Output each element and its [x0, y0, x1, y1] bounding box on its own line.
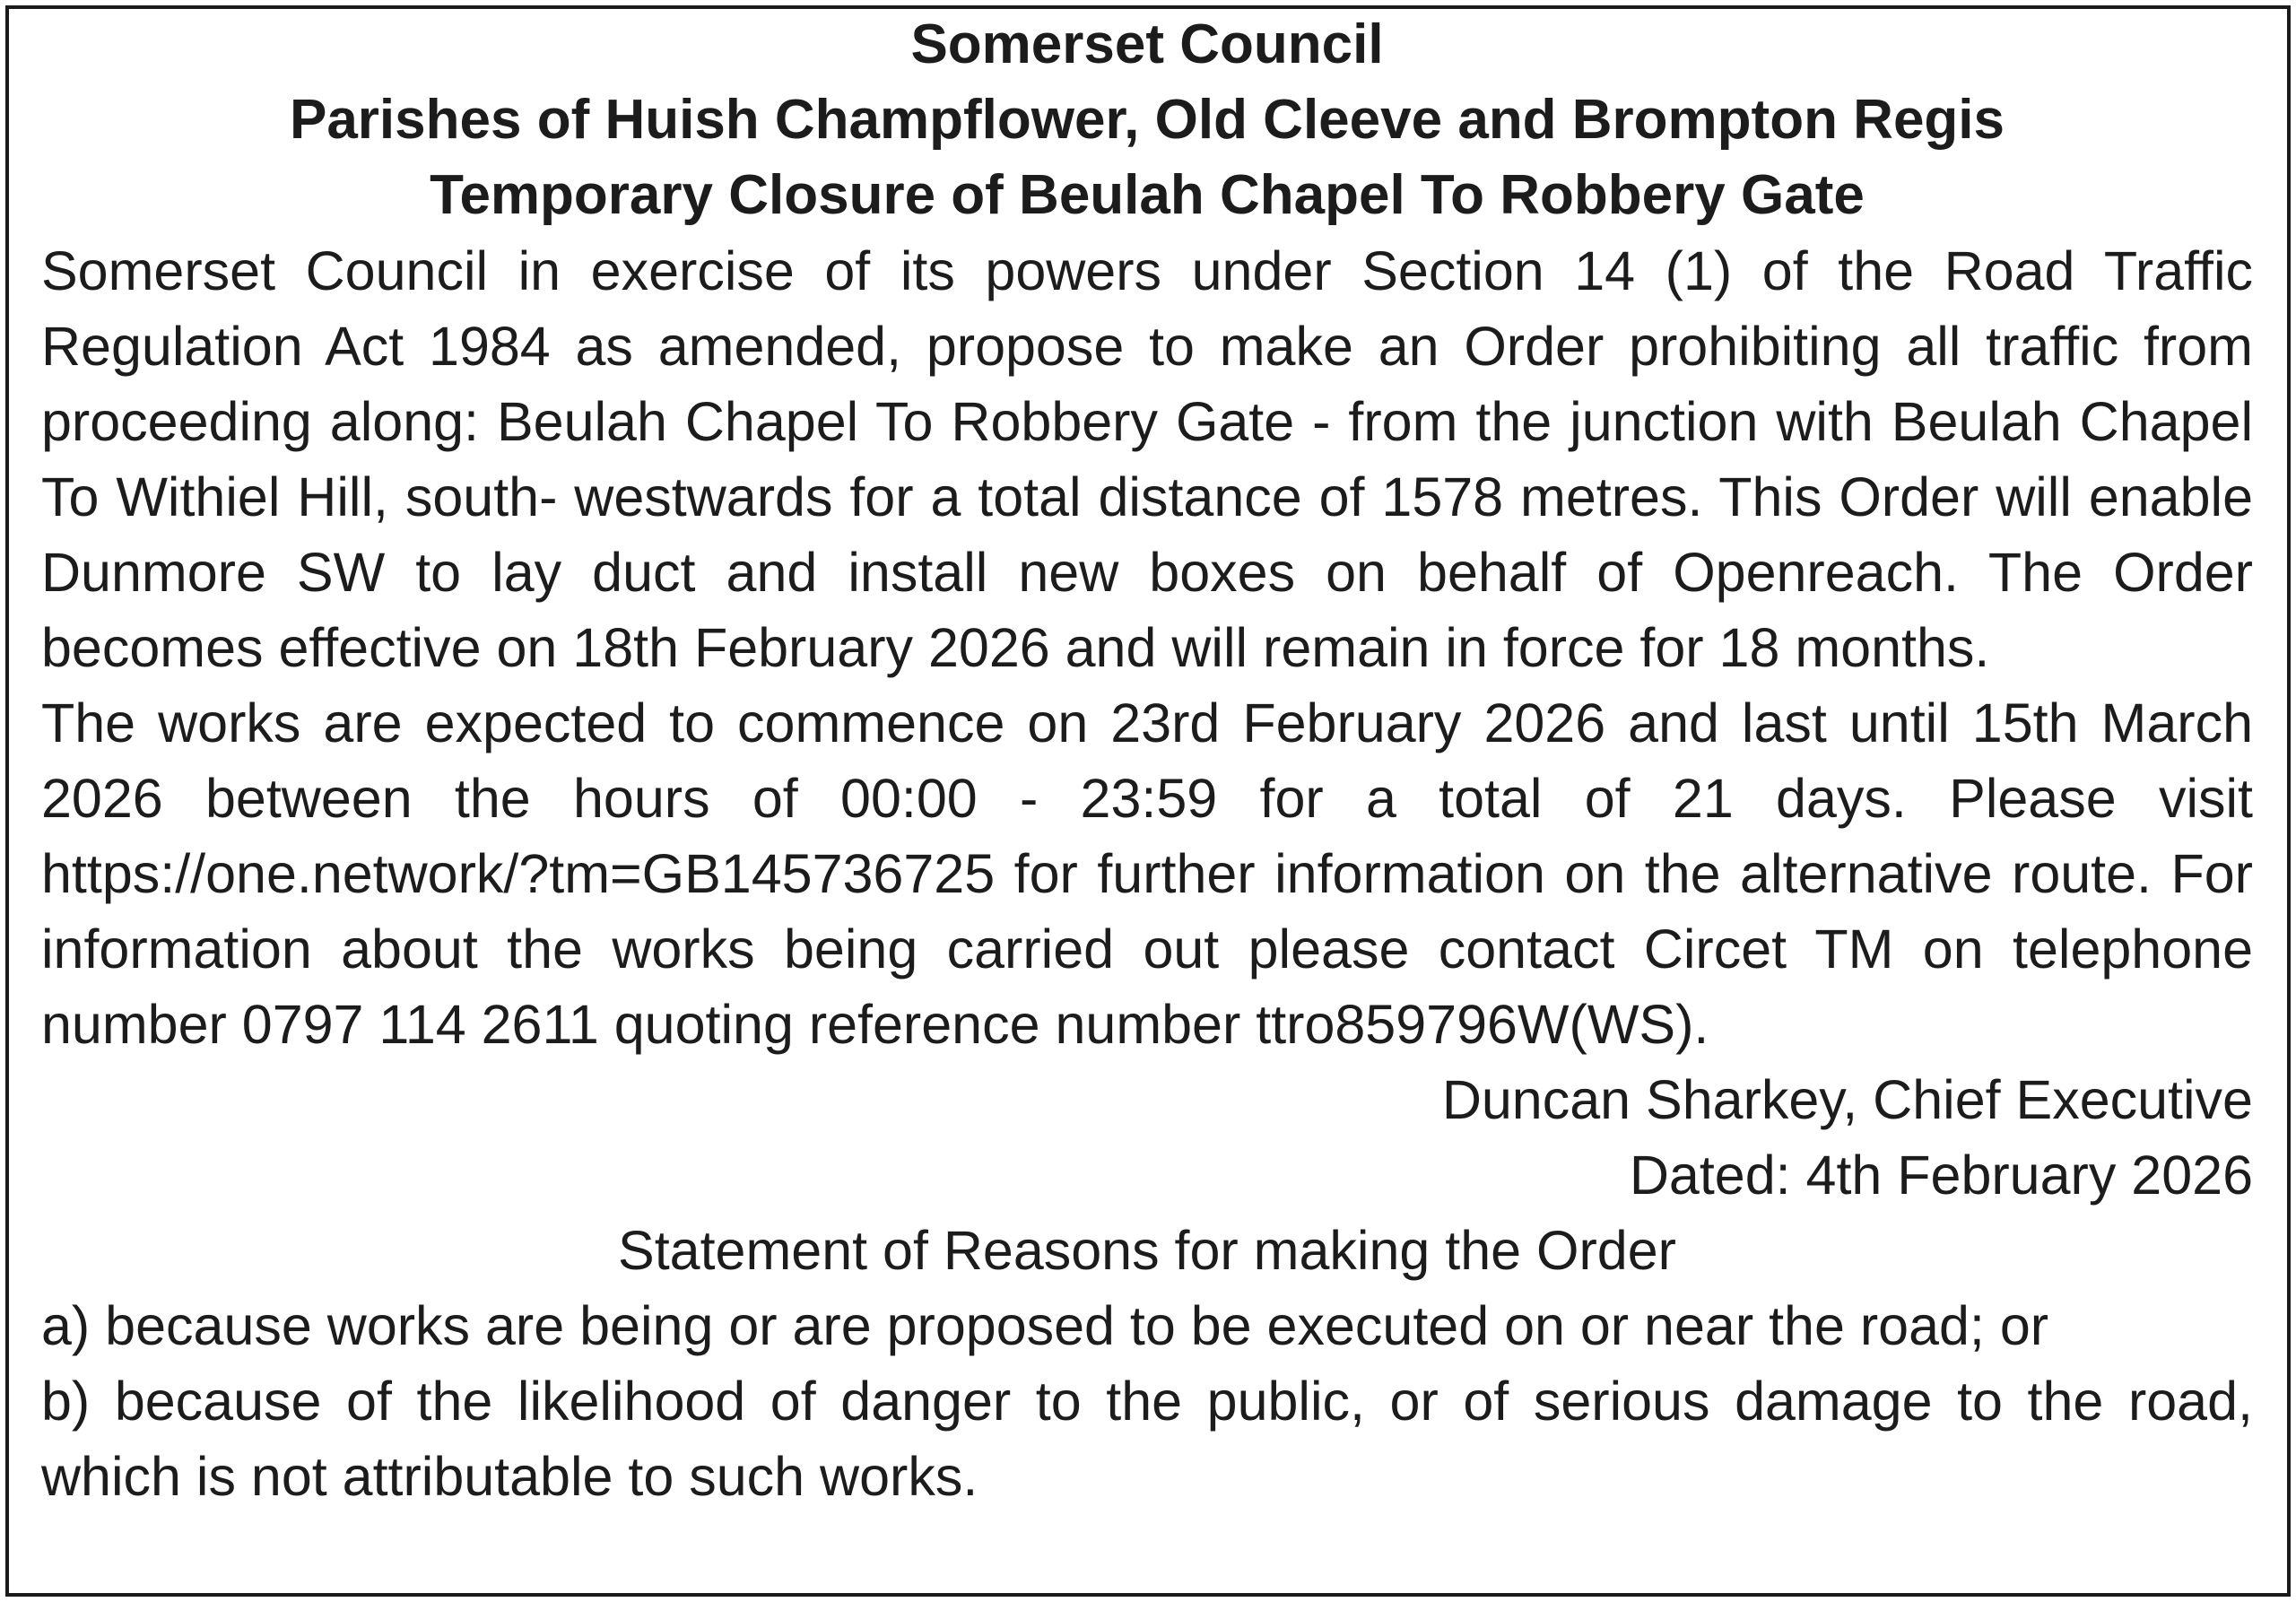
closure-title: Temporary Closure of Beulah Chapel To Robbery Gate [430, 164, 1865, 226]
works-paragraph: The works are expected to commence on 23rd February 2026 and last until 15th March 2026 between the hours of 00:00 - 23:59 for a total of 21 days. Please visit https://one.network/?tm=GB145736725 for further information on the alternative route. For information about the works being carried out please contact Circet TM on telephone number 0797 114 2611 quoting reference number ttro859796W(WS). [41, 692, 2253, 1055]
parishes-heading: Parishes of Huish Champflower, Old Cleeve and Brompton Regis [289, 89, 2005, 151]
public-notice [5, 5, 2291, 1597]
council-heading: Somerset Council [910, 13, 1384, 75]
signatory: Duncan Sharkey, Chief Executive [1441, 1069, 2253, 1130]
reasons-heading: Statement of Reasons for making the Order [618, 1220, 1676, 1281]
reason-a: a) because works are being or are proposed to be executed on or near the road; or [41, 1295, 2049, 1356]
reason-b: b) because of the likelihood of danger to the public, or of serious damage to the road, which is not attributable to such works. [41, 1371, 2253, 1507]
date-line: Dated: 4th February 2026 [1629, 1145, 2253, 1206]
order-paragraph: Somerset Council in exercise of its powers under Section 14 (1) of the Road Traffic Regulation Act 1984 as amended, propose to make an Order prohibiting all traffic from proceeding along: Beulah Chapel To Robbery Gate - from the junction with Beulah Chapel To Withiel Hill, south- westwards for a total distance of 1578 metres. This Order will enable Dunmore SW to lay duct and install new boxes on behalf of Openreach. The Order becomes effective on 18th February 2026 and will remain in force for 18 months. [41, 240, 2253, 678]
